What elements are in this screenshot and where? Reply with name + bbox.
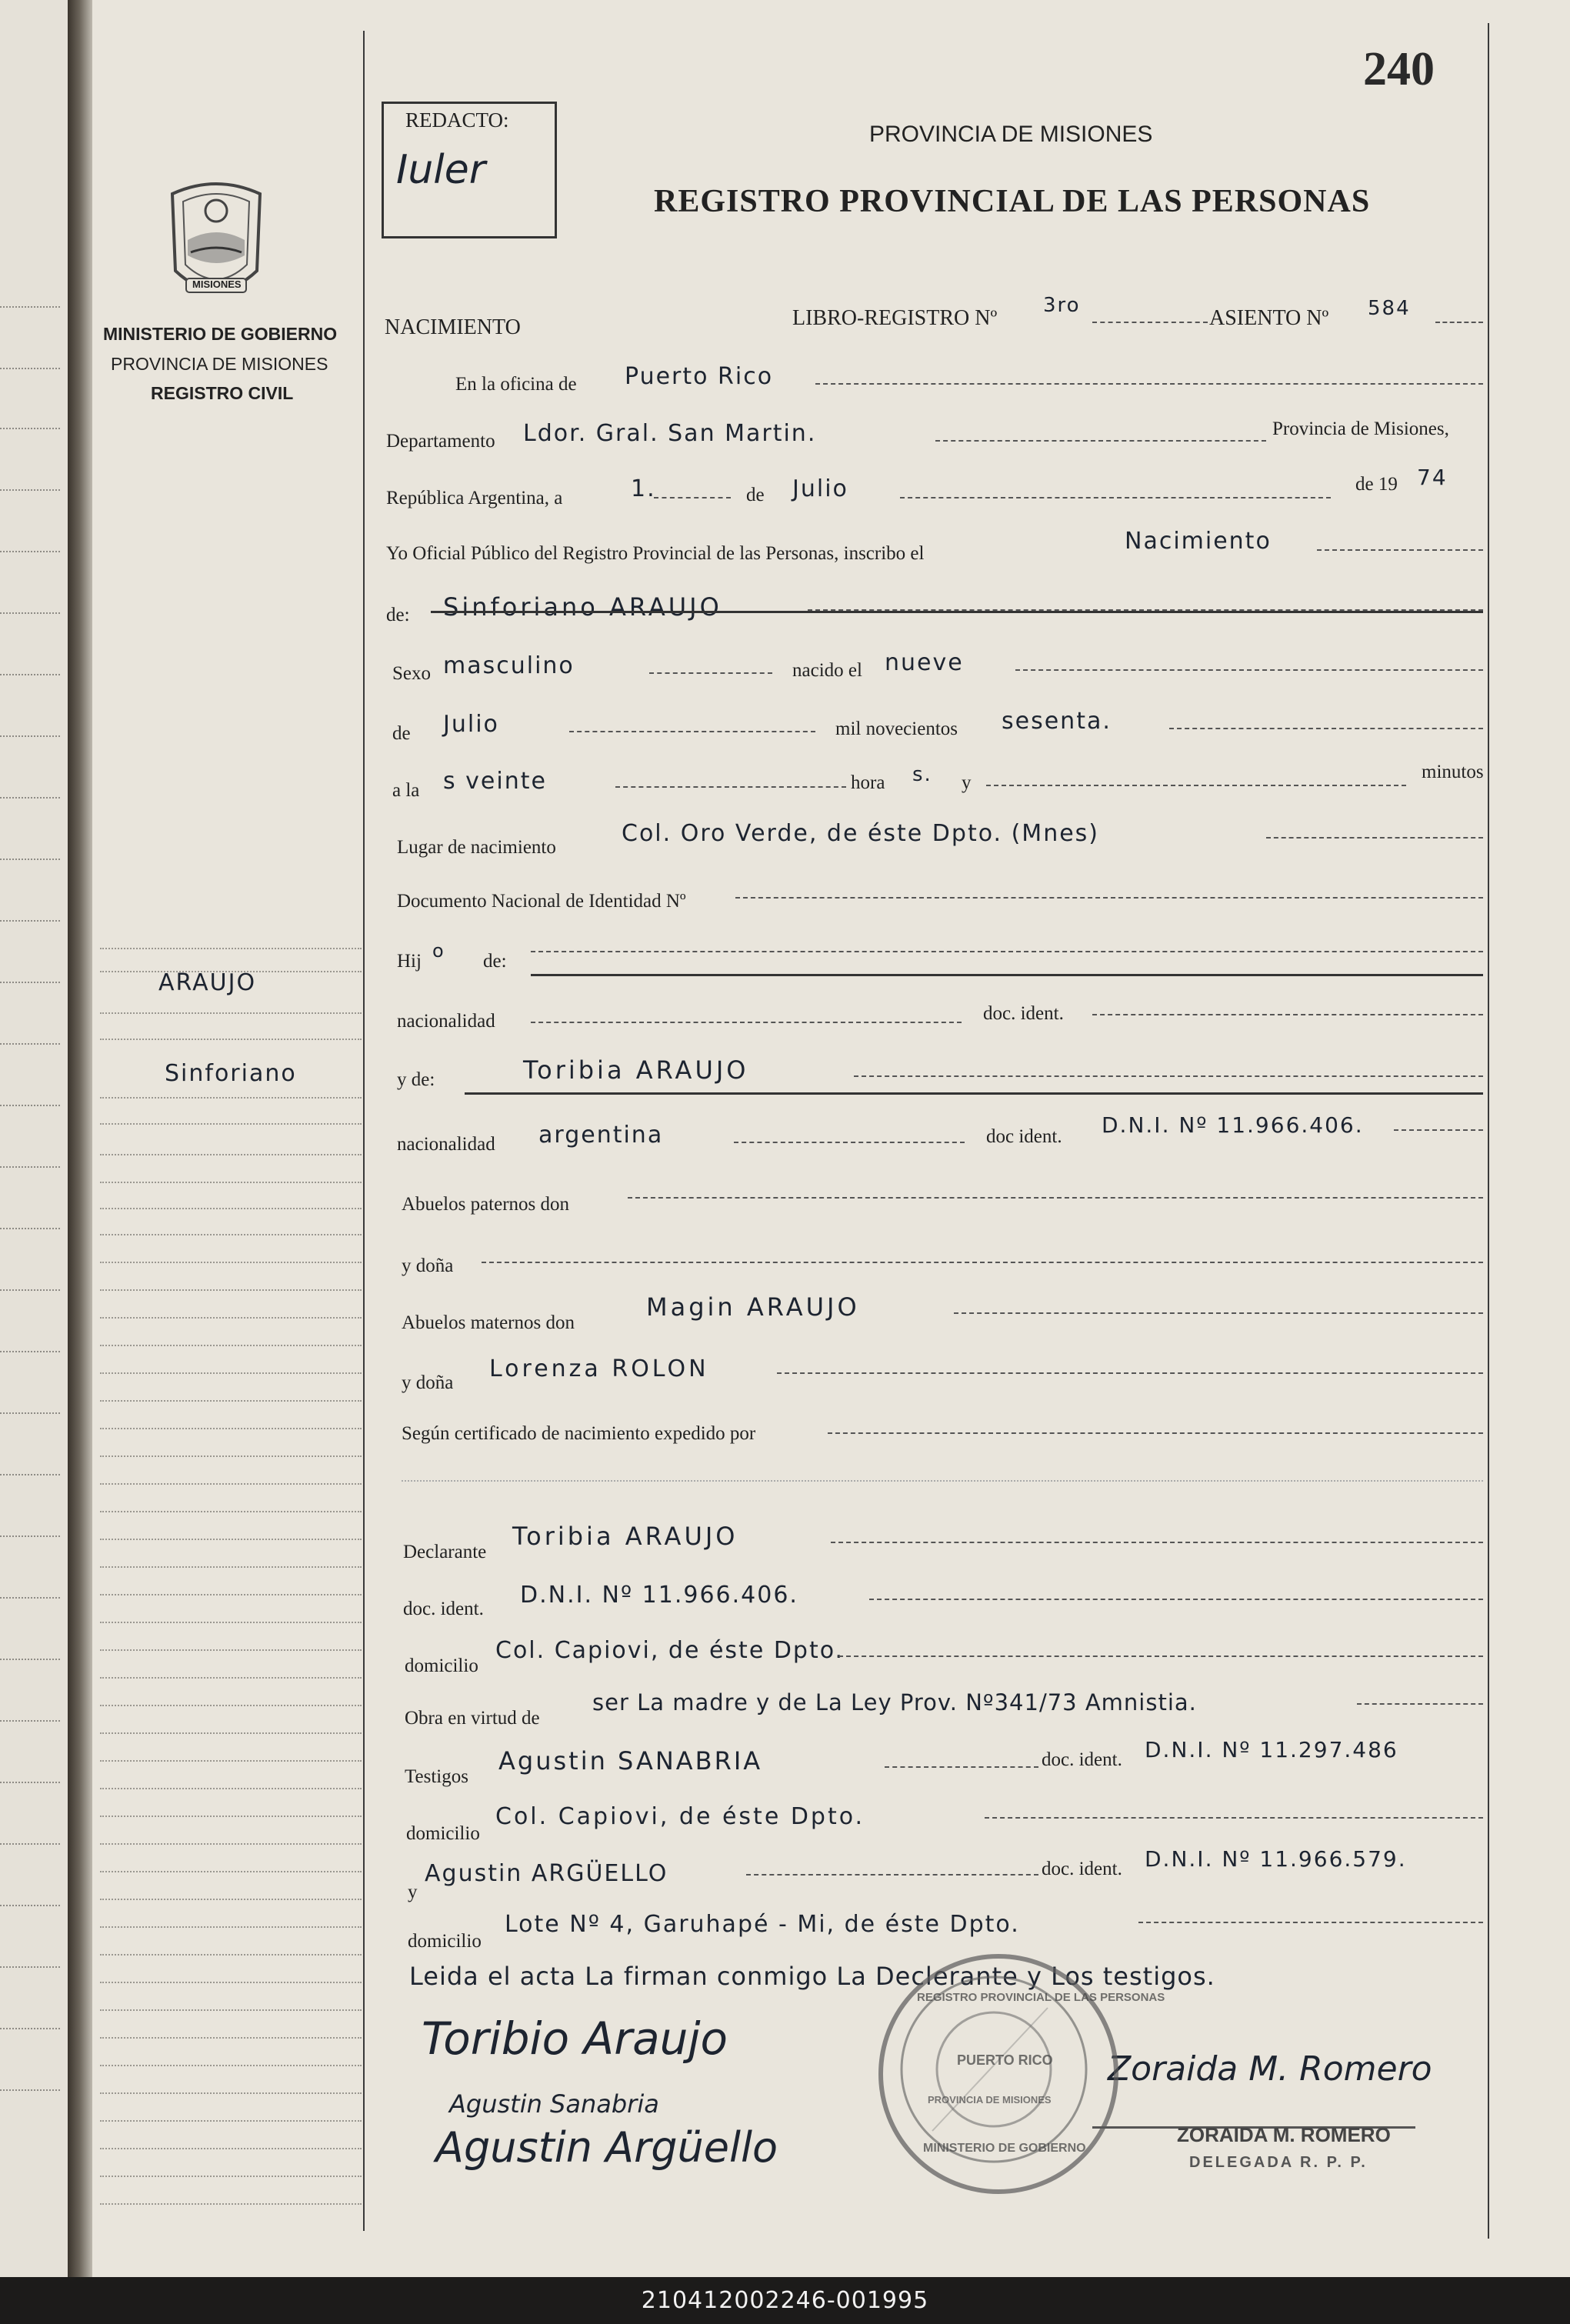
- emblem-text: MISIONES: [192, 278, 242, 290]
- margin-surname: ARAUJO: [158, 969, 257, 996]
- y2-label: y: [408, 1882, 418, 1902]
- doc-ident5-value: D.N.I. Nº 11.966.579.: [1145, 1846, 1407, 1872]
- y-label: y: [962, 772, 972, 793]
- official-name: ZORAIDA M. ROMERO: [1177, 2123, 1391, 2146]
- testigo1-value: Agustin SANABRIA: [498, 1746, 763, 1776]
- leida-statement: Leida el acta La firman conmigo La Declerante y Los testigos.: [409, 1962, 1215, 1991]
- signature-official: Zoraida M. Romero: [1108, 2049, 1432, 2089]
- ministry-line3: REGISTRO CIVIL: [151, 383, 294, 403]
- ydona2-label: y doña: [402, 1372, 454, 1393]
- ydona2-value: Lorenza ROLON: [489, 1355, 709, 1382]
- redacto-box: [382, 102, 557, 238]
- ala-label: a la: [392, 780, 420, 801]
- ministry-line1: MINISTERIO DE GOBIERNO: [103, 324, 338, 344]
- sexo-value: masculino: [443, 652, 575, 679]
- redacto-label: REDACTO:: [405, 108, 509, 132]
- mother-name: Toribia ARAUJO: [523, 1055, 749, 1085]
- birth-month-value: Julio: [443, 711, 499, 738]
- mil-value: sesenta.: [1002, 708, 1112, 735]
- province-heading: PROVINCIA DE MISIONES: [869, 122, 1153, 147]
- asiento-value: 584: [1368, 297, 1411, 320]
- dni-label: Documento Nacional de Identidad Nº: [397, 891, 686, 912]
- provincial-emblem: [165, 178, 268, 303]
- signature-testigo2: Agustin Argüello: [435, 2123, 778, 2172]
- record-type-label: NACIMIENTO: [385, 315, 521, 339]
- lugar-value: Col. Oro Verde, de éste Dpto. (Mnes): [622, 820, 1099, 847]
- oficial-label: Yo Oficial Público del Registro Provincial de las Personas, inscribo el: [386, 543, 925, 564]
- signature-declarante: Toribio Araujo: [422, 2012, 728, 2065]
- ydona-label: y doña: [402, 1255, 454, 1276]
- page-number: 240: [1363, 43, 1435, 95]
- seal-province-text: PROVINCIA DE MISIONES: [928, 2094, 1052, 2106]
- nacido-value: nueve: [885, 649, 964, 676]
- nacionalidad2-label: nacionalidad: [397, 1134, 495, 1155]
- seal-inner-text: PUERTO RICO: [957, 2052, 1053, 2068]
- doc-ident3-value: D.N.I. Nº 11.966.406.: [520, 1582, 798, 1609]
- asiento-label: ASIENTO Nº: [1209, 306, 1329, 330]
- date-de-label: de: [746, 485, 765, 505]
- doc-ident2-value: D.N.I. Nº 11.966.406.: [1102, 1112, 1364, 1138]
- domicilio-value: Col. Capiovi, de éste Dpto.: [495, 1637, 845, 1664]
- doc-ident-label: doc. ident.: [983, 1003, 1064, 1024]
- domicilio2-label: domicilio: [406, 1823, 480, 1844]
- declarante-value: Toribia ARAUJO: [512, 1522, 738, 1551]
- hijo-label: Hij: [397, 951, 422, 972]
- month-value: Julio: [792, 475, 848, 502]
- image-id-bar: 210412002246-001995: [0, 2277, 1570, 2324]
- year-value: 74: [1417, 465, 1448, 490]
- official-title: DELEGADA R. P. P.: [1189, 2154, 1368, 2171]
- doc-ident4-label: doc. ident.: [1042, 1749, 1122, 1770]
- registry-title: REGISTRO PROVINCIAL DE LAS PERSONAS: [654, 184, 1371, 219]
- sexo-label: Sexo: [392, 663, 431, 684]
- provincia-label: Provincia de Misiones,: [1272, 418, 1449, 439]
- declarante-label: Declarante: [403, 1542, 487, 1562]
- ala-value: s veinte: [443, 768, 547, 795]
- domicilio-label: domicilio: [405, 1655, 478, 1676]
- left-page-edge: [0, 0, 68, 2277]
- yde-label: y de:: [397, 1069, 435, 1090]
- depto-label: Departamento: [386, 431, 495, 452]
- republica-label: República Argentina, a: [386, 488, 563, 508]
- domicilio3-value: Lote Nº 4, Garuhapé - Mi, de éste Dpto.: [505, 1911, 1020, 1938]
- abuelos-pat-label: Abuelos paternos don: [402, 1194, 570, 1215]
- seal-outer-text: REGISTRO PROVINCIAL DE LAS PERSONAS: [917, 1991, 1165, 2004]
- abuelos-mat-label: Abuelos maternos don: [402, 1312, 575, 1333]
- seal-lower-text: MINISTERIO DE GOBIERNO: [923, 2142, 1086, 2155]
- oficina-label: En la oficina de: [455, 374, 577, 395]
- abuelos-mat-value: Magin ARAUJO: [646, 1292, 860, 1322]
- right-border: [1488, 23, 1489, 2239]
- hijo-de-label: de:: [483, 951, 507, 972]
- testigos-label: Testigos: [405, 1766, 468, 1787]
- libro-label: LIBRO-REGISTRO Nº: [792, 306, 998, 330]
- minutos-label: minutos: [1422, 762, 1484, 782]
- testigo2-value: Agustin ARGÜELLO: [425, 1860, 668, 1887]
- doc-ident4-value: D.N.I. Nº 11.297.486: [1145, 1737, 1398, 1762]
- mil-label: mil novecientos: [835, 719, 958, 739]
- nacionalidad-label: nacionalidad: [397, 1011, 495, 1032]
- inscribo-value: Nacimiento: [1125, 528, 1272, 555]
- obra-label: Obra en virtud de: [405, 1708, 540, 1729]
- libro-value: 3ro: [1043, 294, 1081, 317]
- segun-label: Según certificado de nacimiento expedido por: [402, 1423, 756, 1444]
- birth-de-label: de: [392, 723, 411, 744]
- lugar-label: Lugar de nacimiento: [397, 837, 556, 858]
- obra-value: ser La madre y de La Ley Prov. Nº341/73 Amnistia.: [592, 1689, 1197, 1715]
- oficina-value: Puerto Rico: [625, 363, 774, 390]
- hora-suffix: s.: [912, 763, 932, 786]
- ministry-line2: PROVINCIA DE MISIONES: [111, 354, 328, 374]
- doc-ident2-label: doc ident.: [986, 1126, 1062, 1147]
- hora-label: hora: [851, 772, 885, 793]
- official-seal: [878, 1954, 1165, 2194]
- year-prefix-label: de 19: [1355, 474, 1398, 495]
- nacido-label: nacido el: [792, 660, 862, 681]
- day-value: 1.: [631, 475, 656, 502]
- signature-testigo1: Agustin Sanabria: [449, 2089, 659, 2119]
- doc-ident5-label: doc. ident.: [1042, 1859, 1122, 1879]
- domicilio3-label: domicilio: [408, 1931, 482, 1952]
- nacionalidad2-value: argentina: [538, 1122, 664, 1149]
- margin-divider: [363, 31, 365, 2231]
- doc-ident3-label: doc. ident.: [403, 1599, 484, 1619]
- depto-value: Ldor. Gral. San Martin.: [523, 420, 817, 447]
- book-gutter: [68, 0, 94, 2277]
- redacto-initials: Iuler: [396, 147, 486, 193]
- margin-given-name: Sinforiano: [165, 1060, 297, 1087]
- registered-name: Sinforiano ARAUJO: [443, 592, 722, 622]
- name-de-label: de:: [386, 605, 410, 625]
- domicilio2-value: Col. Capiovi, de éste Dpto.: [495, 1803, 865, 1830]
- hijo-suffix: o: [432, 940, 445, 962]
